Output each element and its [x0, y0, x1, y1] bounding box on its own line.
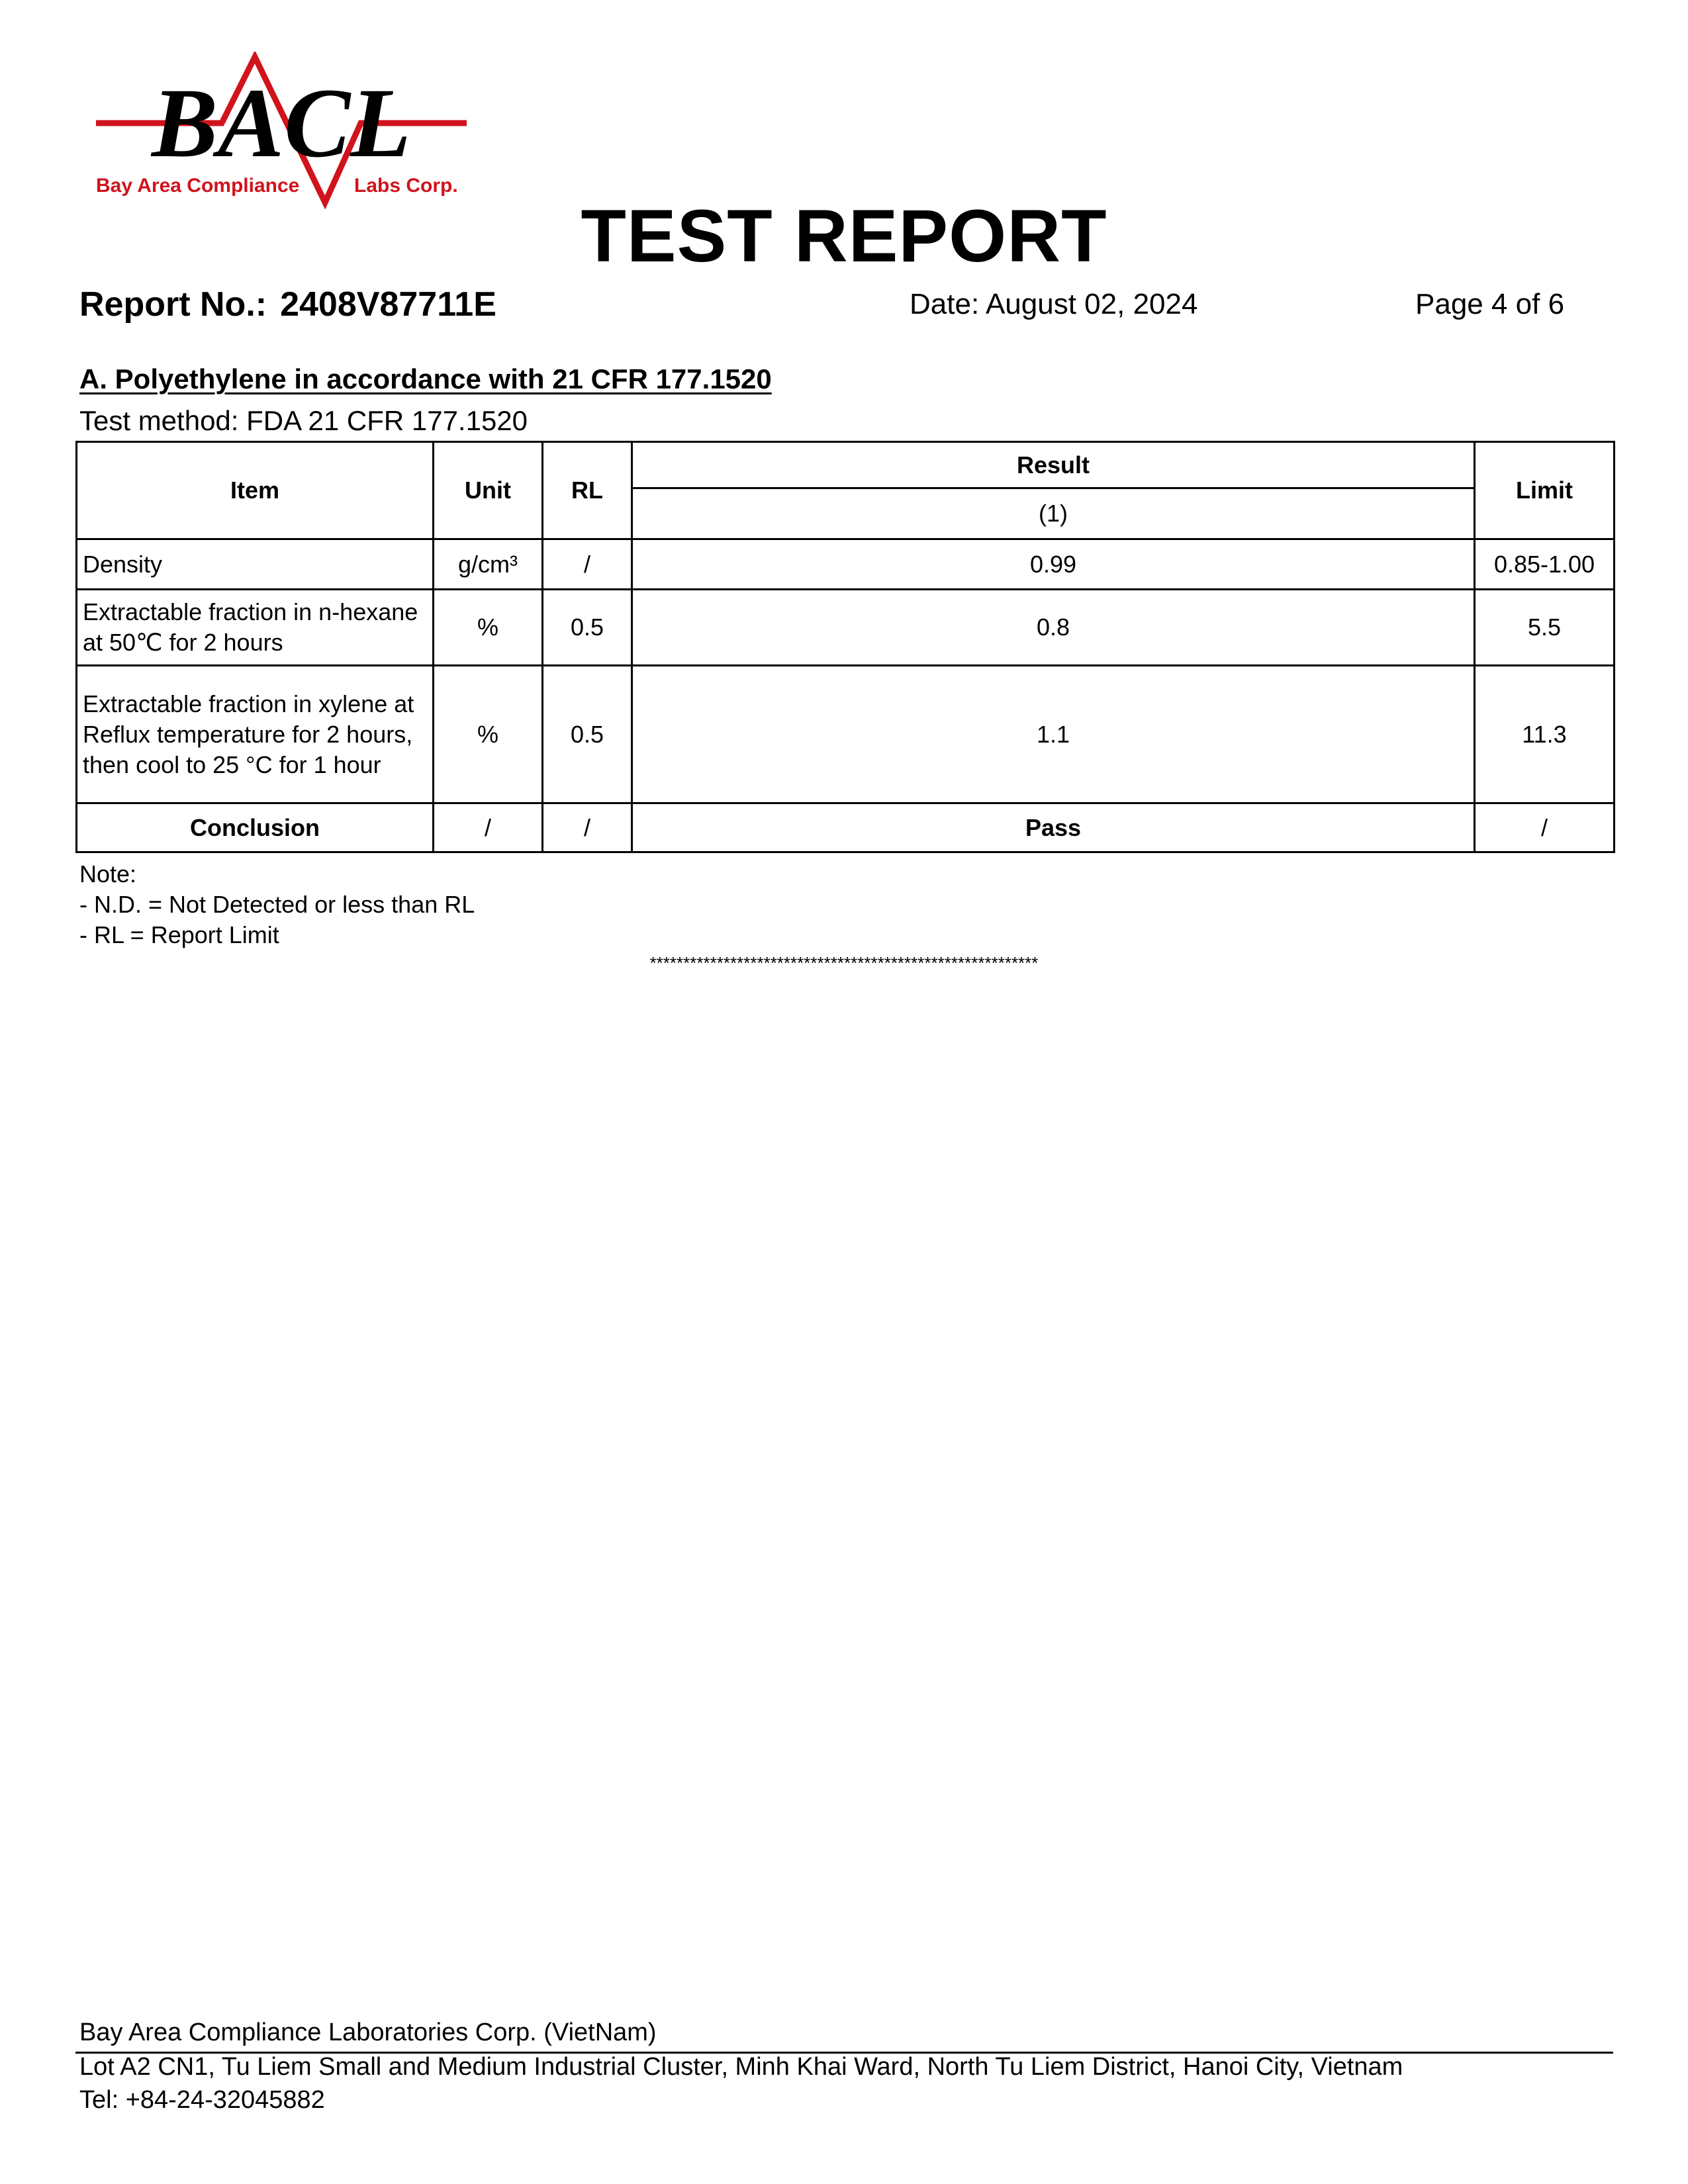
cell-unit: %: [434, 590, 543, 666]
header-item: Item: [77, 442, 434, 539]
results-table: [75, 441, 1615, 853]
page-title: TEST REPORT: [581, 195, 1107, 277]
footer-tel: Tel: +84-24-32045882: [79, 2086, 325, 2114]
header-result: Result: [632, 442, 1475, 488]
cell-item: Density: [77, 539, 434, 590]
footer-address: Lot A2 CN1, Tu Liem Small and Medium Industrial Cluster, Minh Khai Ward, North Tu Liem District, Hanoi City, Vietnam: [79, 2053, 1403, 2081]
cell-rl: 0.5: [543, 666, 632, 803]
cell-item: Extractable fraction in xylene at Reflux temperature for 2 hours, then cool to 25 °C for 1 hour: [77, 666, 434, 803]
report-number-value: 2408V87711E: [280, 285, 496, 324]
cell-unit: g/cm³: [434, 539, 543, 590]
header-unit: Unit: [434, 442, 543, 539]
cell-rl: /: [543, 539, 632, 590]
cell-item: Extractable fraction in n-hexane at 50℃ for 2 hours: [77, 590, 434, 666]
cell-result: 0.8: [632, 590, 1475, 666]
test-method: Test method: FDA 21 CFR 177.1520: [79, 405, 528, 436]
report-date: Date: August 02, 2024: [910, 288, 1198, 320]
table-row: [77, 539, 1615, 590]
report-number: [79, 283, 496, 326]
section-heading: A. Polyethylene in accordance with 21 CFR 177.1520: [79, 363, 772, 394]
logo-right-text: Labs Corp.: [354, 175, 458, 197]
cell-unit: %: [434, 666, 543, 803]
conclusion-unit: /: [434, 803, 543, 852]
cell-rl: 0.5: [543, 590, 632, 666]
footer-company: Bay Area Compliance Laboratories Corp. (VietNam): [79, 2019, 657, 2046]
table-row: [77, 666, 1615, 803]
cell-limit: 11.3: [1475, 666, 1615, 803]
cell-result: 1.1: [632, 666, 1475, 803]
report-number-label: Report No.:: [79, 285, 267, 324]
note-line: - RL = Report Limit: [79, 921, 279, 948]
header-result-sub: (1): [632, 488, 1475, 539]
conclusion-rl: /: [543, 803, 632, 852]
logo-letters: BACL: [152, 68, 411, 178]
header-limit: Limit: [1475, 442, 1615, 539]
table-row: [77, 590, 1615, 666]
cell-limit: 0.85-1.00: [1475, 539, 1615, 590]
note-title: Note:: [79, 860, 137, 887]
company-logo: [89, 52, 473, 209]
end-of-report-marker: **********************************************************: [649, 953, 1039, 973]
note-line: - N.D. = Not Detected or less than RL: [79, 891, 475, 918]
conclusion-label: Conclusion: [77, 803, 434, 852]
page-number: Page 4 of 6: [1415, 288, 1565, 320]
logo-left-text: Bay Area Compliance: [96, 175, 300, 197]
cell-result: 0.99: [632, 539, 1475, 590]
conclusion-row: [77, 803, 1615, 852]
header-rl: RL: [543, 442, 632, 539]
cell-limit: 5.5: [1475, 590, 1615, 666]
conclusion-limit: /: [1475, 803, 1615, 852]
conclusion-result: Pass: [632, 803, 1475, 852]
